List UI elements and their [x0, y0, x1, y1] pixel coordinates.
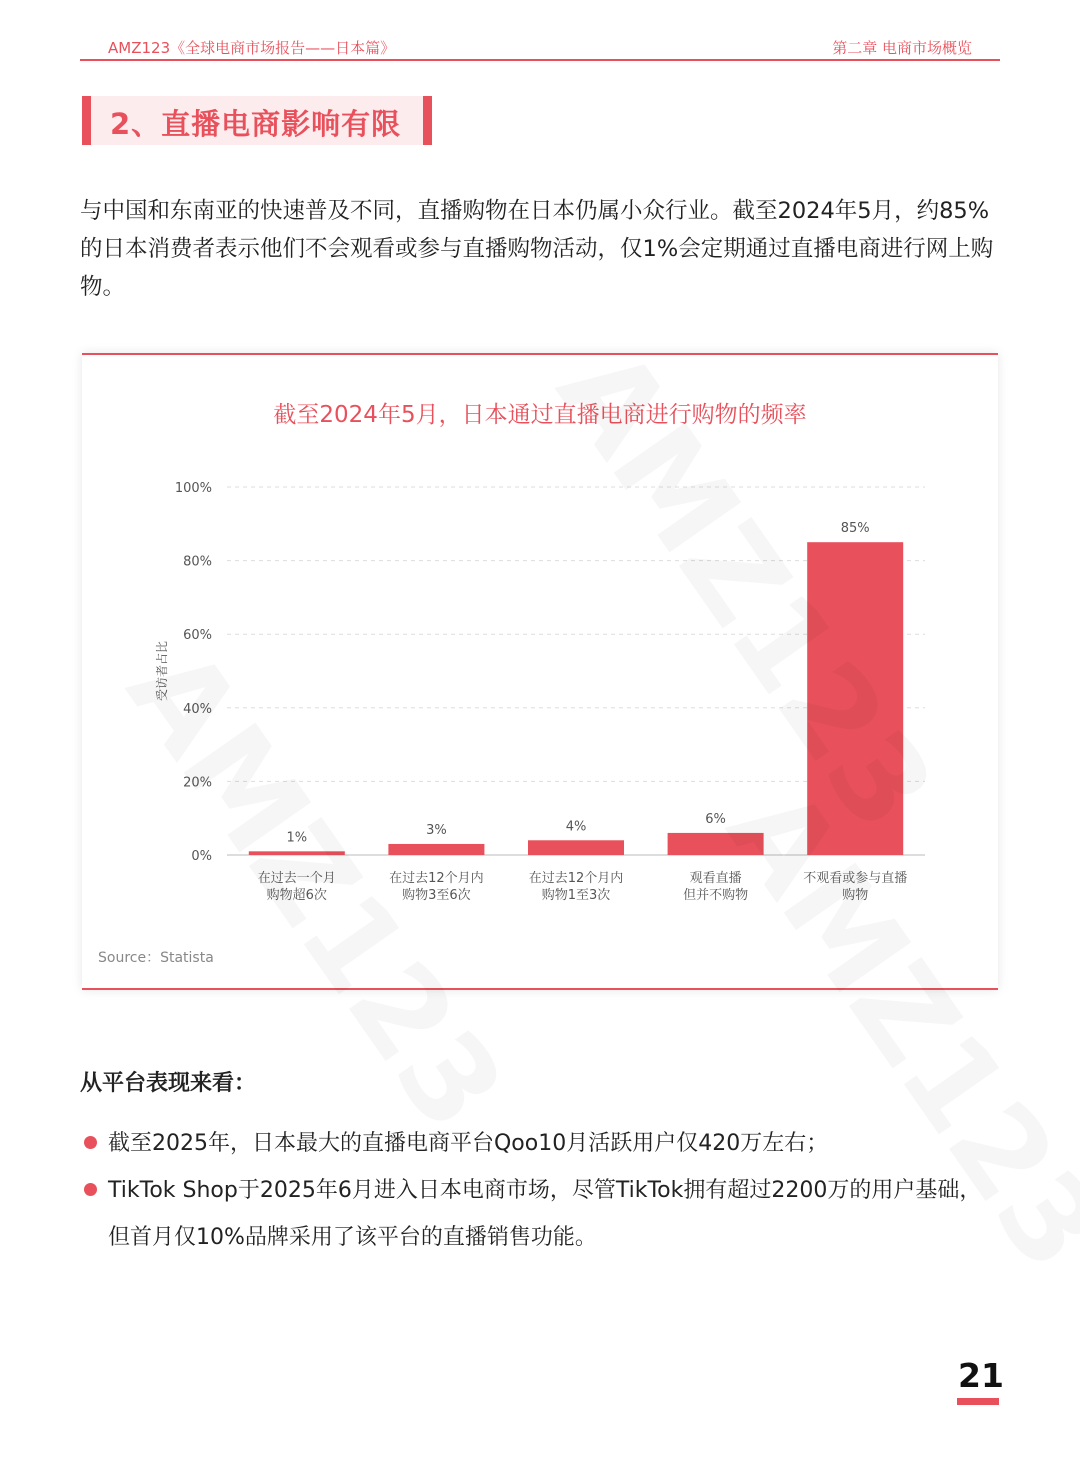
y-axis-label: 受访者占比 — [155, 640, 169, 702]
bar-value-label: 4% — [565, 819, 587, 835]
y-tick-label: 40% — [183, 701, 212, 717]
x-tick-label: 在过去一个月 — [257, 871, 336, 886]
y-tick-label: 20% — [183, 775, 212, 791]
bullet-text: TikTok Shop于2025年6月进入日本电商市场，尽管TikTok拥有超过2200万的用户基础，但首月仅10%品牌采用了该平台的直播销售功能。 — [108, 1178, 982, 1250]
header-divider — [80, 59, 1000, 61]
bar — [249, 851, 345, 855]
y-tick-label: 60% — [183, 628, 212, 644]
x-tick-label: 但并不购物 — [683, 888, 749, 903]
bullet-dot-icon — [84, 1183, 97, 1196]
bullet-text: 截至2025年，日本最大的直播电商平台Qoo10月活跃用户仅420万左右； — [108, 1131, 829, 1156]
y-tick-label: 100% — [174, 481, 212, 496]
platform-heading: 从平台表现来看： — [80, 1071, 257, 1096]
x-tick-label: 在过去12个月内 — [528, 871, 624, 886]
section-title-right-bar — [423, 96, 432, 145]
bar-value-label: 6% — [705, 811, 726, 827]
header-chapter-title: 第二章 电商市场概览 — [832, 39, 972, 57]
y-tick-label: 0% — [191, 849, 212, 864]
bar-value-label: 85% — [840, 521, 870, 537]
section-title-left-bar — [82, 96, 91, 145]
x-tick-label: 在过去12个月内 — [389, 871, 484, 886]
platform-bullet-list — [80, 1120, 1000, 1261]
bar-value-label: 1% — [286, 830, 308, 846]
bar-chart — [82, 355, 998, 986]
chart-card — [82, 353, 998, 990]
chart-source: Source：Statista — [98, 950, 214, 966]
y-tick-label: 80% — [183, 554, 212, 570]
header-report-title: AMZ123《全球电商市场报告——日本篇》 — [108, 39, 396, 57]
section-title: 2、直播电商影响有限 — [110, 107, 402, 141]
x-tick-label: 观看直播 — [689, 871, 742, 886]
x-tick-label: 购物3至6次 — [402, 888, 471, 903]
bar — [388, 844, 484, 855]
bullet-dot-icon — [84, 1136, 97, 1149]
bar — [528, 840, 624, 855]
bar — [668, 833, 764, 855]
x-tick-label: 不观看或参与直播 — [803, 871, 908, 886]
x-tick-label: 购物超6次 — [266, 888, 327, 903]
page-number: 21 — [958, 1356, 1004, 1395]
bar — [807, 542, 903, 855]
page-number-underline — [957, 1398, 999, 1405]
chart-title: 截至2024年5月，日本通过直播电商进行购物的频率 — [273, 402, 807, 428]
x-tick-label: 购物 — [842, 888, 869, 903]
bullet-item — [80, 1120, 1000, 1167]
bar-value-label: 3% — [426, 822, 447, 838]
bullet-item — [80, 1167, 1000, 1261]
x-tick-label: 购物1至3次 — [541, 888, 611, 903]
intro-paragraph: 与中国和东南亚的快速普及不同，直播购物在日本仍属小众行业。截至2024年5月，约85%的日本消费者表示他们不会观看或参与直播购物活动，仅1%会定期通过直播电商进行网上购物。 — [80, 198, 994, 300]
section-title-box — [82, 96, 432, 145]
